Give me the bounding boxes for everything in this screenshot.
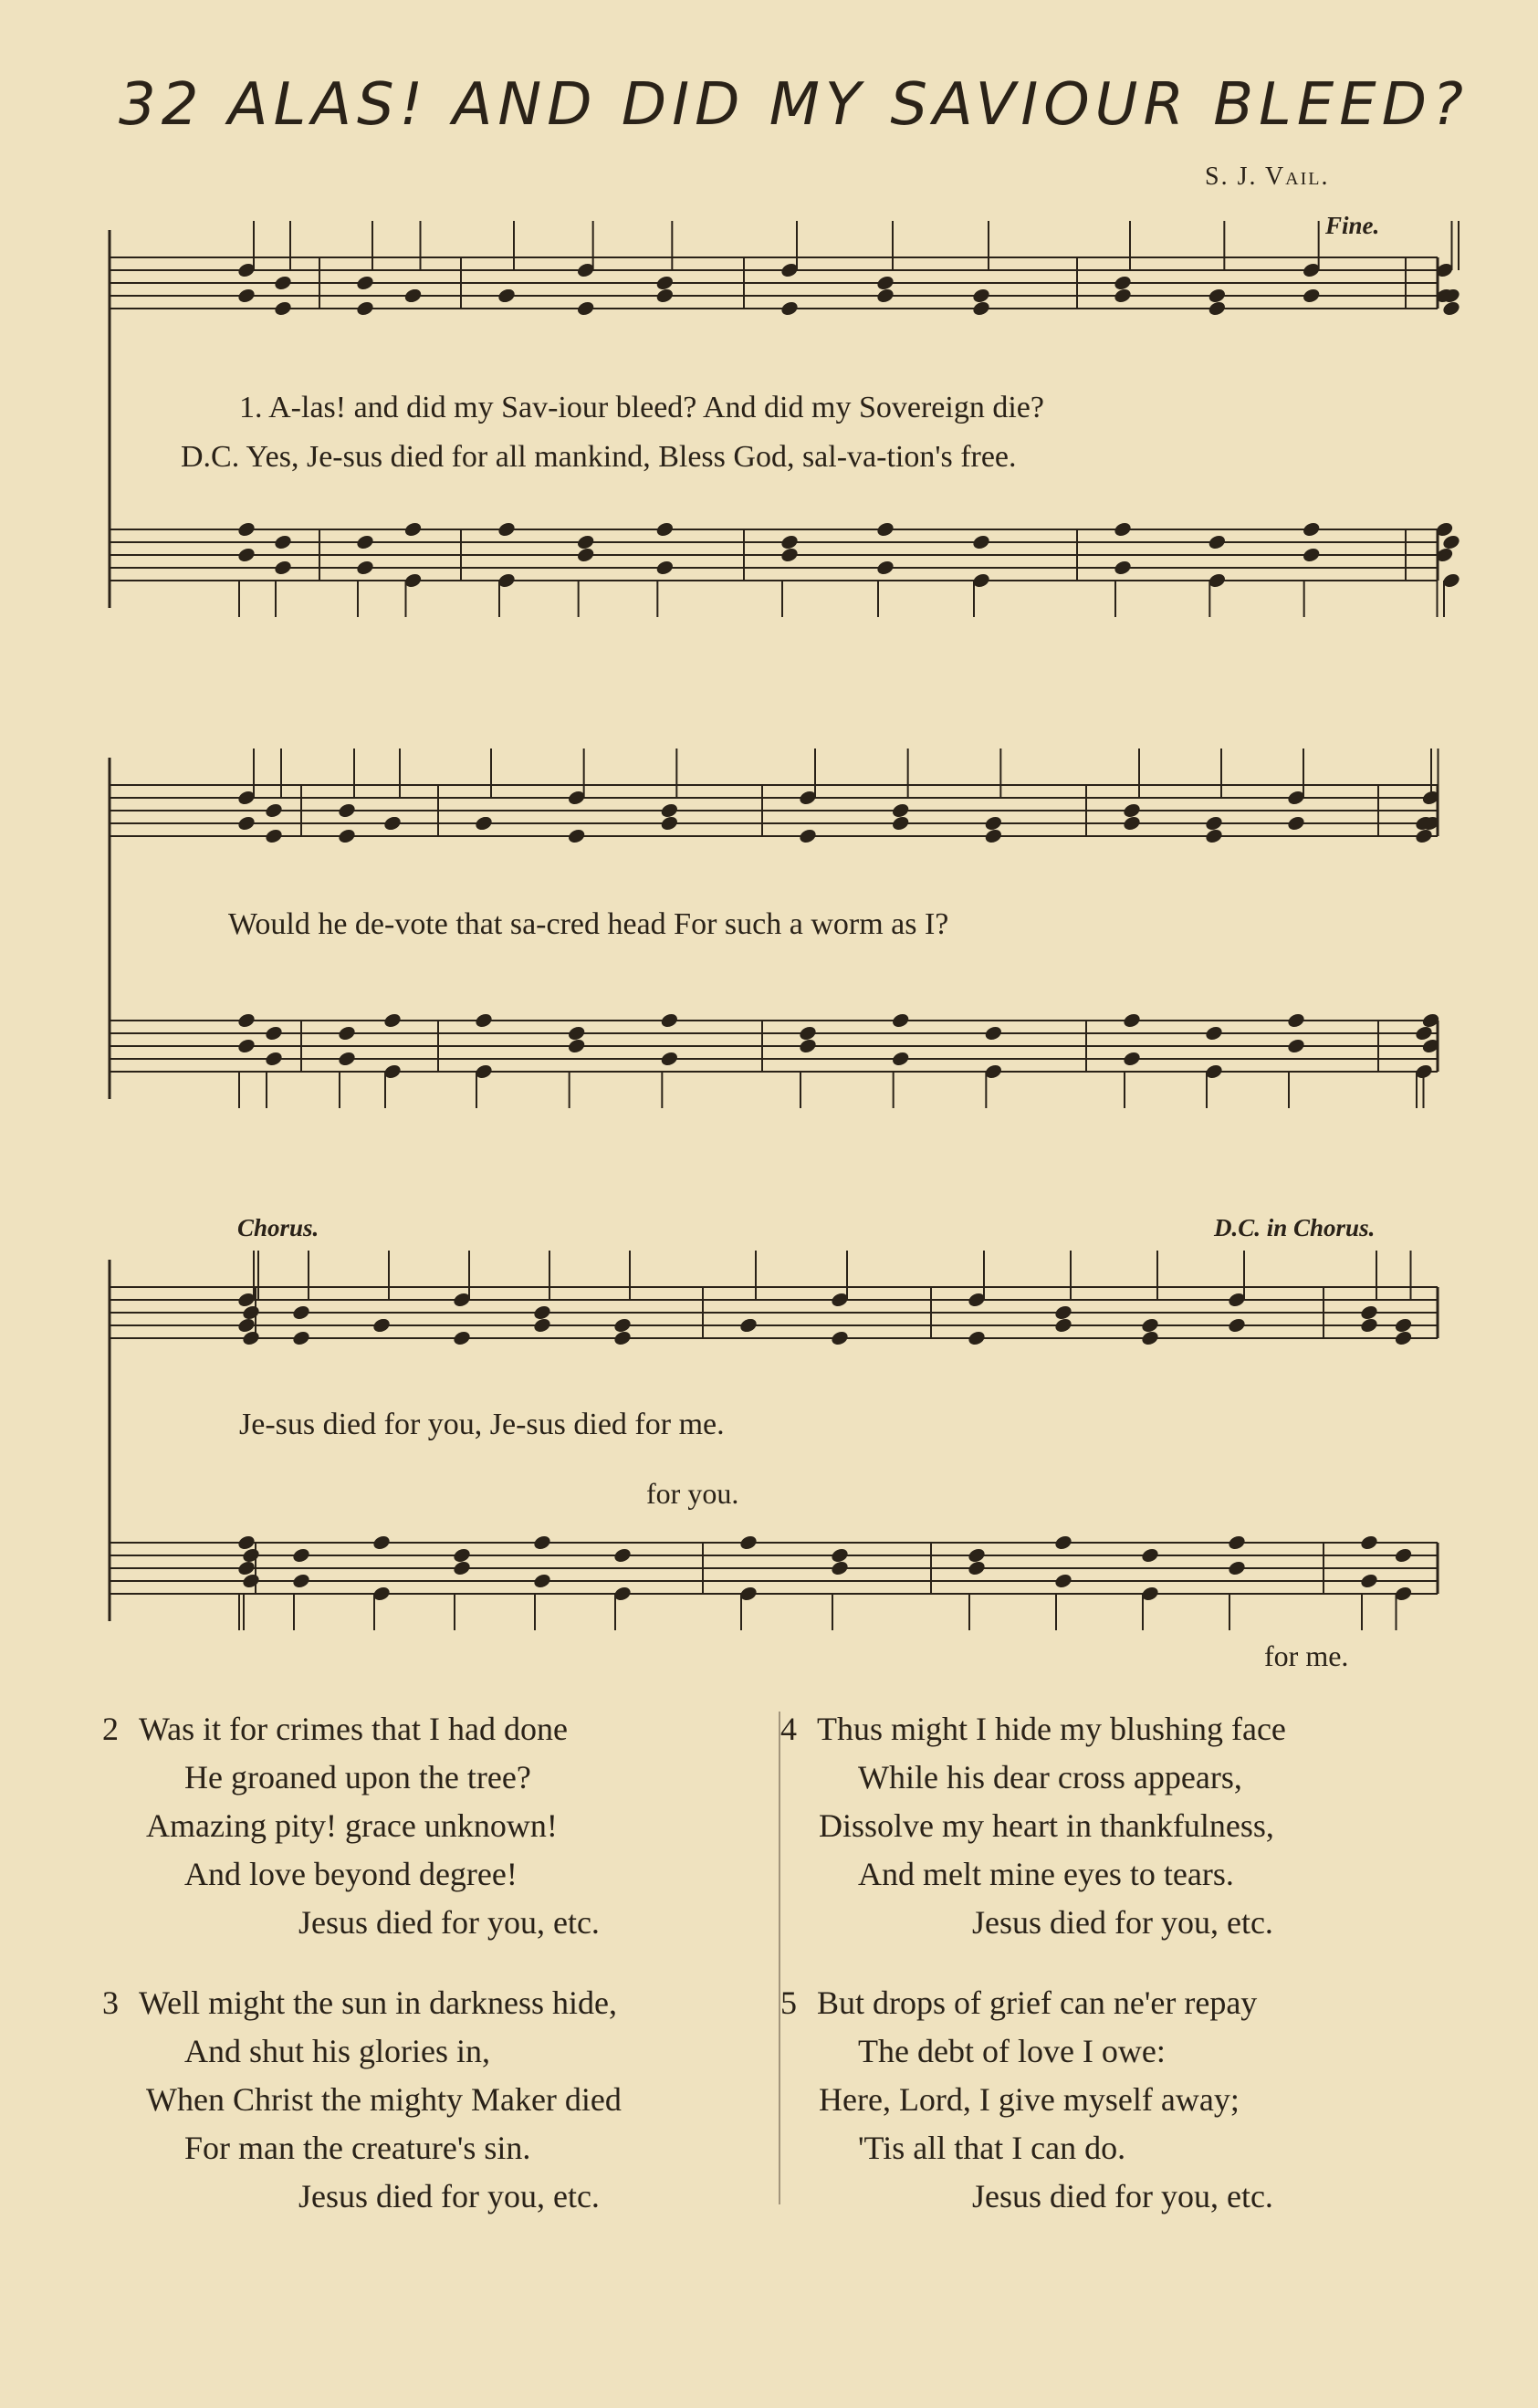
verse-line (102, 1979, 622, 2027)
verse-text: Was it for crimes that I had done (139, 1711, 568, 1747)
composer-credit: S. J. Vail. (1205, 162, 1330, 191)
dc-in-chorus-marking: D.C. in Chorus. (1214, 1214, 1376, 1241)
verse-number: 4 (780, 1711, 797, 1747)
verse-5 (780, 1979, 1273, 2221)
verse-line: He groaned upon the tree? (184, 1759, 531, 1796)
verse-line: Jesus died for you, etc. (298, 2178, 600, 2214)
verse-line: And melt mine eyes to tears. (858, 1856, 1234, 1892)
lyric-system1-verse1: 1. A-las! and did my Sav-iour bleed? And did my Sovereign die? (239, 391, 1044, 424)
verse-line (780, 1705, 1286, 1754)
verse-line: 'Tis all that I can do. (858, 2130, 1126, 2166)
verse-text: Thus might I hide my blushing face (817, 1711, 1286, 1747)
verse-line (780, 1979, 1273, 2027)
verse-2 (102, 1705, 600, 1947)
verse-line: Amazing pity! grace unknown! (146, 1807, 558, 1844)
verse-line: Jesus died for you, etc. (972, 1904, 1273, 1941)
dc-lyric: Yes, Je-sus died for all mankind, Bless God, sal-va-tion's free. (246, 440, 1017, 474)
verse-3 (102, 1979, 622, 2221)
verse-line: Dissolve my heart in thankfulness, (819, 1807, 1274, 1844)
lyric-chorus-bass-echo1: for you. (646, 1477, 739, 1510)
verse-line: Jesus died for you, etc. (972, 2178, 1273, 2214)
verse-number: 3 (102, 1984, 119, 2021)
lyric-system2: Would he de-vote that sa-cred head For such a worm as I? (228, 907, 949, 941)
lyric-system1-dc-line (181, 440, 1017, 475)
verse-line: And shut his glories in, (184, 2033, 491, 2069)
verse-text: But drops of grief can ne'er repay (817, 1984, 1258, 2021)
verse-line: Here, Lord, I give myself away; (819, 2081, 1240, 2118)
verse-text: Well might the sun in darkness hide, (139, 1984, 618, 2021)
chorus-marking: Chorus. (237, 1214, 319, 1241)
lyric-chorus: Je-sus died for you, Je-sus died for me. (239, 1408, 725, 1441)
verse-line (102, 1705, 600, 1754)
hymn-title: 32 ALAS! AND DID MY SAVIOUR BLEED? (119, 71, 1469, 139)
lyric-chorus-bass-echo2: for me. (1264, 1639, 1349, 1672)
verse-number: 2 (102, 1711, 119, 1747)
dc-label: D.C. (181, 440, 240, 474)
verse-4 (780, 1705, 1286, 1947)
verse-line: And love beyond degree! (184, 1856, 518, 1892)
verse-line: For man the creature's sin. (184, 2130, 531, 2166)
verse-line: While his dear cross appears, (858, 1759, 1242, 1796)
fine-marking: Fine. (1325, 212, 1380, 239)
verse-number: 5 (780, 1984, 797, 2021)
verse-line: The debt of love I owe: (858, 2033, 1166, 2069)
verse-line: When Christ the mighty Maker died (146, 2081, 622, 2118)
verse-line: Jesus died for you, etc. (298, 1904, 600, 1941)
